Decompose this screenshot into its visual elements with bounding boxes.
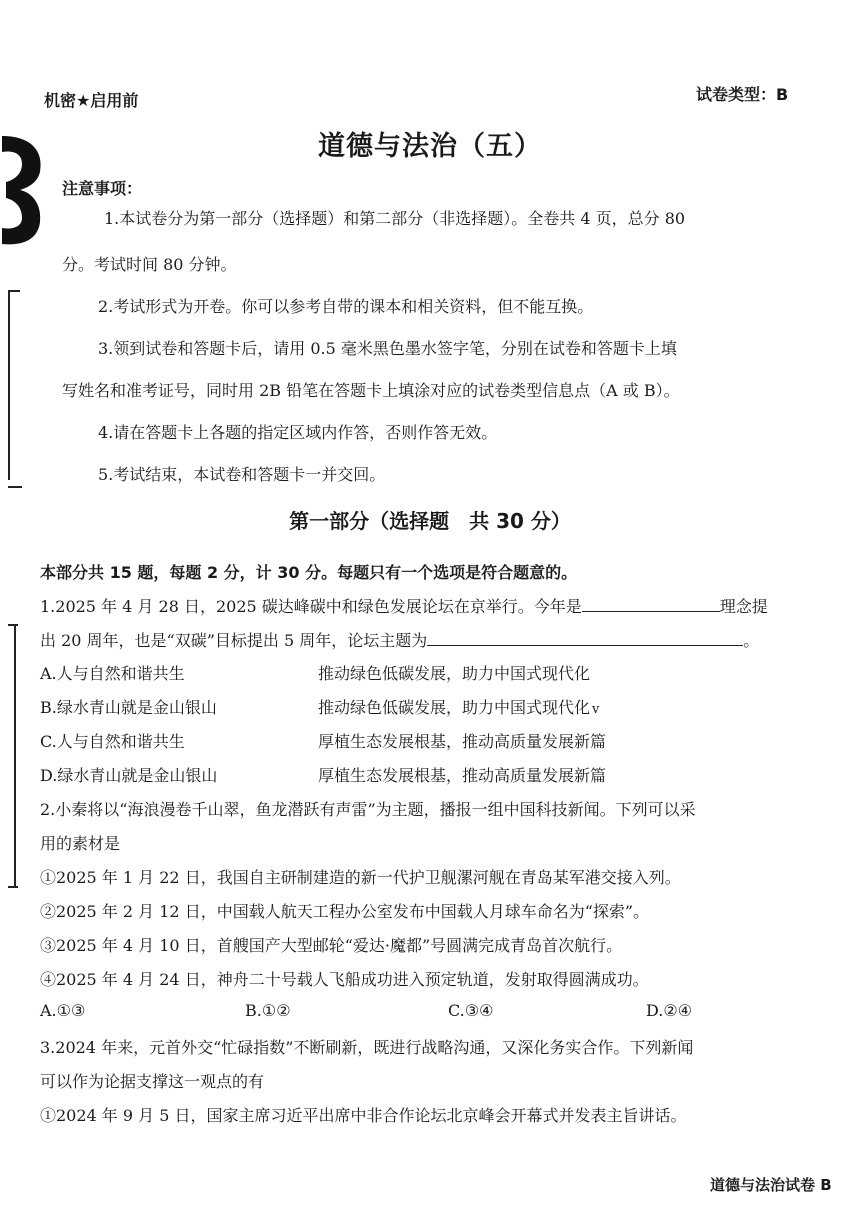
question-2-item-3: ③2025 年 4 月 10 日，首艘国产大型邮轮“爱达·魔都”号圆满完成青岛首次航行。 bbox=[40, 936, 623, 955]
notice-item-3-line-1: 3.领到试卷和答题卡后，请用 0.5 毫米黑色墨水签字笔，分别在试卷和答题卡上填 bbox=[98, 339, 677, 358]
question-1-option-b bbox=[40, 695, 840, 717]
option-d-label: D.绿水青山就是金山银山 bbox=[40, 766, 218, 785]
notice-item-3-line-2: 写姓名和准考证号，同时用 2B 铅笔在答题卡上填涂对应的试卷类型信息点（A 或 B）。 bbox=[62, 381, 680, 400]
question-2-item-4: ④2025 年 4 月 24 日，神舟二十号载人飞船成功进入预定轨道，发射取得圆满成功。 bbox=[40, 970, 649, 989]
question-2-line-1: 2.小秦将以“海浪漫卷千山翠，鱼龙潜跃有声雷”为主题，播报一组中国科技新闻。下列可以采 bbox=[40, 800, 696, 819]
option-b-text: 推动绿色低碳发展，助力中国式现代化 v bbox=[318, 698, 600, 717]
binding-tick bbox=[8, 624, 18, 626]
binding-tick bbox=[8, 290, 20, 292]
question-3-line-2: 可以作为论据支撑这一观点的有 bbox=[40, 1072, 265, 1091]
option-a-text: 推动绿色低碳发展，助力中国式现代化 bbox=[318, 664, 591, 683]
option-c-label: C.人与自然和谐共生 bbox=[40, 732, 185, 751]
section-intro: 本部分共 15 题，每题 2 分，计 30 分。每题只有一个选项是符合题意的。 bbox=[40, 563, 578, 582]
question-1-line-2 bbox=[40, 628, 759, 651]
binding-line-top bbox=[8, 290, 10, 480]
notice-item-1-line-2: 分。考试时间 80 分钟。 bbox=[62, 255, 237, 274]
page-footer: 道德与法治试卷 B bbox=[710, 1176, 832, 1194]
notice-item-5: 5.考试结束，本试卷和答题卡一并交回。 bbox=[98, 465, 386, 484]
question-1-option-c bbox=[40, 729, 840, 751]
question-2-item-1: ①2025 年 1 月 22 日，我国自主研制建造的新一代护卫舰漯河舰在青岛某军港交接入列。 bbox=[40, 868, 681, 887]
question-3-item-1: ①2024 年 9 月 5 日，国家主席习近平出席中非合作论坛北京峰会开幕式并发表主旨讲话。 bbox=[40, 1106, 687, 1125]
question-2-choice-b: B.①② bbox=[245, 1001, 291, 1020]
notice-item-2: 2.考试形式为开卷。你可以参考自带的课本和相关资料，但不能互换。 bbox=[98, 297, 594, 316]
question-2-choice-c: C.③④ bbox=[448, 1001, 494, 1020]
question-1-line-1 bbox=[40, 594, 768, 617]
question-2-choice-d: D.②④ bbox=[646, 1001, 693, 1020]
question-1-option-a bbox=[40, 661, 840, 683]
question-2-choice-a: A.①③ bbox=[40, 1001, 86, 1020]
question-1-text-a: 1.2025 年 4 月 28 日，2025 碳达峰碳中和绿色发展论坛在京举行。今年是 bbox=[40, 597, 582, 616]
question-1-text-c: 出 20 周年，也是“双碳”目标提出 5 周年，论坛主题为 bbox=[40, 631, 428, 650]
option-c-text: 厚植生态发展根基，推动高质量发展新篇 bbox=[318, 732, 607, 751]
handwritten-check-mark: v bbox=[592, 702, 600, 717]
notice-heading: 注意事项： bbox=[62, 179, 143, 198]
question-3-line-1: 3.2024 年来，元首外交“忙碌指数”不断刷新，既进行战略沟通，又深化务实合作。下列新闻 bbox=[40, 1038, 694, 1057]
binding-tick bbox=[8, 486, 22, 488]
option-a-label: A.人与自然和谐共生 bbox=[40, 664, 185, 683]
confidential-label: 机密★启用前 bbox=[44, 91, 139, 110]
question-2-line-2: 用的素材是 bbox=[40, 834, 121, 853]
notice-item-4: 4.请在答题卡上各题的指定区域内作答，否则作答无效。 bbox=[98, 423, 498, 442]
option-d-text: 厚植生态发展根基，推动高质量发展新篇 bbox=[318, 766, 607, 785]
binding-tick bbox=[8, 886, 18, 888]
option-b-label: B.绿水青山就是金山银山 bbox=[40, 698, 217, 717]
page-title: 道德与法治（五） bbox=[318, 131, 542, 162]
notice-item-1-line-1: 1.本试卷分为第一部分（选择题）和第二部分（非选择题）。全卷共 4 页，总分 80 bbox=[104, 209, 686, 228]
question-2-item-2: ②2025 年 2 月 12 日，中国载人航天工程办公室发布中国载人月球车命名为“探索”。 bbox=[40, 902, 650, 921]
question-1-text-b: 理念提 bbox=[719, 597, 768, 616]
paper-type-label: 试卷类型：B bbox=[696, 85, 789, 104]
binding-line-bottom bbox=[14, 624, 16, 886]
question-1-text-d: 。 bbox=[743, 631, 760, 650]
answer-blank bbox=[582, 597, 720, 612]
question-1-option-d bbox=[40, 763, 840, 785]
section-title: 第一部分（选择题 共 30 分） bbox=[289, 509, 571, 533]
answer-blank bbox=[427, 631, 743, 646]
